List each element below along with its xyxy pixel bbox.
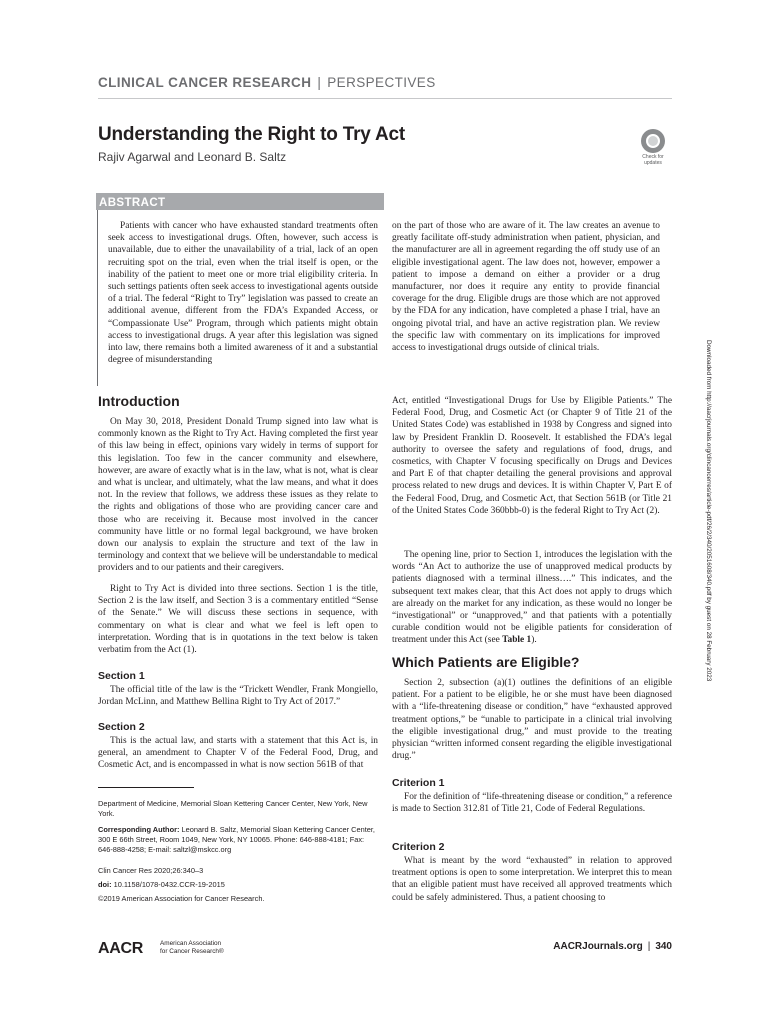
criterion1-text: For the definition of “life-threatening disease or condition,” a reference is made to Section 312.81 of Title 21, Code of Federal Regulations. (392, 792, 672, 815)
journal-site-link[interactable]: AACRJournals.org (553, 941, 643, 952)
section1-text: The official title of the law is the “Trickett Wendler, Frank Mongiello, Jordan McLinn, and Matthew Bellina Right to Try Act of 2017.” (98, 685, 378, 708)
aacr-logo: AACR (98, 940, 144, 957)
footnote-rule (98, 787, 194, 788)
footer-separator: | (647, 941, 651, 952)
introduction-heading: Introduction (98, 393, 180, 409)
running-header (98, 75, 436, 90)
abstract-heading: ABSTRACT (99, 197, 166, 209)
corresponding-text: Leonard B. Saltz, Memorial Sloan Kettering Cancer Center, 300 E 66th Street, Room 1049, New York, NY 10065. Phone: 646-888-4181; Fax: 646-888-4258; E-mail: saltzl@mskcc.org (98, 825, 375, 855)
introduction-paragraph-1: On May 30, 2018, President Donald Trump signed into law what is commonly known as the Right to Try Act. Having completed the first year of this law being in effect, opinions vary widely in terms of support for this legislation. Too few in the cancer community and elsewhere, however, are aware of exactly what is in the law, what is not, what is clear and what is unclear, and ultimately, what the law means, and what it does not. In the review that follows, we address these issues as they relate to the rights and obligations of those who are providing cancer care and those who are receiving it. Because most involved in the cancer community have little or no formal legal background, we have broken down our analysis to explain the structure and text of the law in terminology and context that we believe will be understandable to medical providers and to our patients and their caregivers. (98, 417, 378, 574)
paragraph-2-text-a: The opening line, prior to Section 1, introduces the legislation with the words “An Act to authorize the use of unapproved medical products by patients diagnosed with a terminal illness….” This indicates, and the subsequent text makes clear, that this Act does not apply to drugs which are already on the market for any indication, as these would no longer be “investigational” or “unapproved,” and that patients with a potentially curable condition would not be eligible patients for consideration of treatment under this Act (see (392, 550, 672, 646)
article-authors: Rajiv Agarwal and Leonard B. Saltz (98, 150, 287, 164)
section1-heading: Section 1 (98, 670, 145, 682)
affiliation-note: Department of Medicine, Memorial Sloan Kettering Cancer Center, New York, New York. (98, 799, 368, 819)
page-number: 340 (655, 941, 672, 952)
page-footer (520, 941, 672, 952)
update-icon (641, 129, 665, 153)
check-updates-line2: updates (644, 159, 662, 166)
corresponding-author-note (98, 825, 378, 856)
download-side-note (700, 340, 714, 700)
right-column-paragraph-2 (392, 549, 672, 647)
abstract-col2: on the part of those who are aware of it. The law creates an avenue to greatly facilitate off-study administration when patient, physician, and the manufacturer are all in agreement regarding the off study use of an eligible investigational agent. The law does not, however, empower a patient to impose a demand on either a provider or a drug manufacturer, nor does it require any entity to provide financial coverage for the drug. Eligible drugs are those which are not approved by the FDA for any indication, have completed a phase I trial, have an ongoing pivotal trial, and have an active registration plan. We review the specific law with commentary on its implications for improved access to investigational drugs outside of clinical trials. (392, 221, 660, 354)
paragraph-2-text-b: ). (531, 635, 537, 646)
doi-label: doi: (98, 880, 112, 889)
doi-link[interactable]: 10.1158/1078-0432.CCR-19-2015 (111, 880, 225, 889)
abstract-col1: Patients with cancer who have exhausted standard treatments often seek access to investigational drugs. Often, however, such access is unavailable, due to either the unavailability of a trial, lack of an open recruiting spot on the trial, even when the trial itself is open, or the inability of the patient to meet one or more trial eligibility criteria. In such settings patients often seek access to investigational agents outside of a trial. The federal “Right to Try” legislation was passed to create an additional avenue, different from the FDA’s Expanded Access, or “Compassionate Use” Program, through which patients might obtain access to investigational drugs. A year after this legislation was signed into law, there remains both a limited awareness of it and a substantial degree of misunderstanding (108, 221, 378, 366)
check-updates-line1: Check for (642, 154, 664, 160)
abstract-heading-bar (96, 193, 384, 210)
section-label: PERSPECTIVES (327, 75, 436, 90)
check-for-updates-badge[interactable] (634, 129, 672, 166)
download-note-text: Downloaded from http://aacrjournals.org/clincancerres/article-pdf/26/2/340/2051608/340.pdf by guest on 28 February 2023 (705, 340, 712, 682)
table-1-link[interactable]: Table 1 (502, 635, 532, 646)
corresponding-label: Corresponding Author: (98, 825, 180, 834)
section2-text: This is the actual law, and starts with a statement that this Act is, in general, an amendment to Chapter V of the Federal Food, Drug, and Cosmetic Act, and is encompassed in what is now section 561B of that (98, 736, 378, 771)
which-patients-heading: Which Patients are Eligible? (392, 654, 580, 670)
which-patients-text: Section 2, subsection (a)(1) outlines the definitions of an eligible patient. For a patient to be eligible, he or she must have been diagnosed with a “life-threatening disease or condition,” have “exhausted approved treatment options,” be “unable to participate in a clinical trial involving the eligible investigational drug,” and must provide to the treating physician “written informed consent regarding the eligible investigational drug.” (392, 678, 672, 762)
aacr-name-line2: for Cancer Research® (160, 948, 224, 955)
aacr-name-line1: American Association (160, 940, 222, 947)
introduction-paragraph-2: Right to Try Act is divided into three sections. Section 1 is the title, Section 2 is the law itself, and Section 3 is a commentary entitled “Sense of the Senate.” We will discuss these sections in sequence, with commentary on what is clear and what we feel is left open to interpretation. Wording that is in quotations in the text below is taken verbatim from the Act (1). (98, 584, 378, 656)
copyright-note: ©2019 American Association for Cancer Research. (98, 894, 265, 903)
right-column-paragraph-1: Act, entitled “Investigational Drugs for Use by Eligible Patients.” The Federal Food, Drug, and Cosmetic Act (or Chapter 9 of Title 21 of the United States Code) was established in 1938 by Congress and signed into law by President Franklin D. Roosevelt. It established the FDA’s legal authority to oversee the safety and regulations of food, drugs, and cosmetics, with Chapter V focusing specifically on Drugs and Devices and Part E of that chapter detailing the general provisions and approval process related to new drugs and devices. It is within Chapter V, Part E of the Federal Food, Drug, and Cosmetic Act, that Section 561B (or Title 21 of the United States Code 360bbb-0) is the federal Right to Try Act (2). (392, 396, 672, 516)
doi-note (98, 880, 378, 890)
criterion2-heading: Criterion 2 (392, 841, 445, 853)
header-rule (98, 98, 672, 99)
criterion1-heading: Criterion 1 (392, 777, 445, 789)
criterion2-text: What is meant by the word “exhausted” in relation to approved treatment options is open to some interpretation. We interpret this to mean that an eligible patient must have received all approved treatments which could be safely administered. Thus, a patient choosing to (392, 856, 672, 903)
section2-heading: Section 2 (98, 721, 145, 733)
aacr-organization-name (160, 940, 224, 956)
abstract-rule (97, 210, 98, 386)
journal-name: CLINICAL CANCER RESEARCH (98, 75, 312, 90)
header-separator: | (317, 75, 322, 90)
article-title: Understanding the Right to Try Act (98, 124, 406, 145)
citation-note: Clin Cancer Res 2020;26:340–3 (98, 866, 204, 875)
